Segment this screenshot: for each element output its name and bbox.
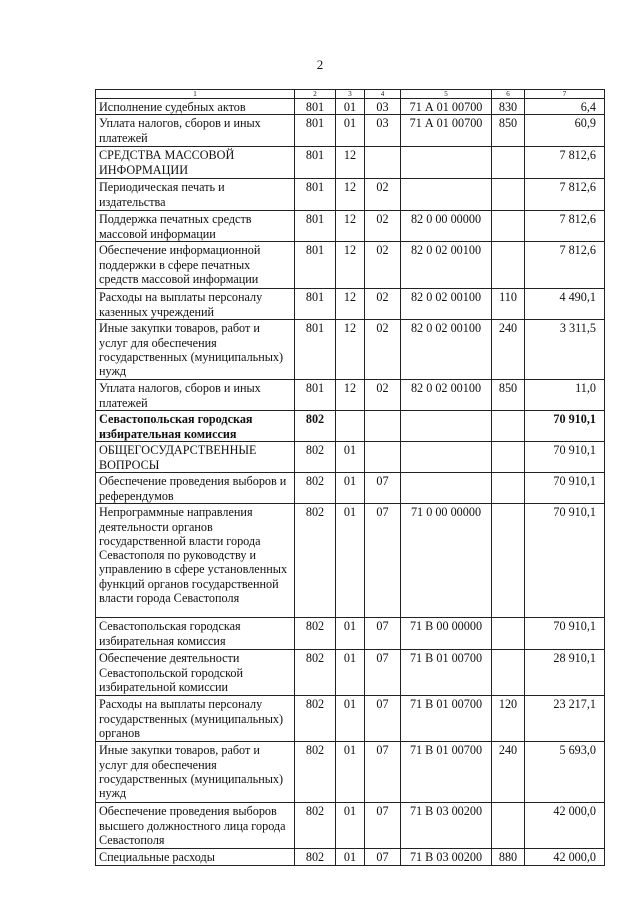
row-target-article — [401, 442, 492, 473]
row-amount: 42 000,0 — [525, 803, 605, 849]
row-ved-code: 802 — [295, 742, 336, 803]
row-amount: 6,4 — [525, 99, 605, 115]
row-target-article — [401, 411, 492, 442]
row-subsection-code — [365, 442, 401, 473]
row-ved-code: 802 — [295, 618, 336, 650]
row-name: Специальные расходы — [96, 849, 295, 865]
row-target-article: 71 А 01 00700 — [401, 115, 492, 147]
row-amount: 3 311,5 — [525, 320, 605, 380]
row-name: Обеспечение проведения выборов высшего должностного лица города Севастополя — [96, 803, 295, 849]
table-row — [96, 147, 605, 179]
row-name: Иные закупки товаров, работ и услуг для обеспечения государственных (муниципальных) нужд — [96, 320, 295, 380]
table-row — [96, 411, 605, 442]
row-section-code: 01 — [336, 504, 365, 618]
row-name: СРЕДСТВА МАССОВОЙ ИНФОРМАЦИИ — [96, 147, 295, 179]
table-row — [96, 803, 605, 849]
row-ved-code: 802 — [295, 442, 336, 473]
row-name: Иные закупки товаров, работ и услуг для обеспечения государственных (муниципальных) нужд — [96, 742, 295, 803]
row-expense-type — [492, 411, 525, 442]
row-amount: 70 910,1 — [525, 618, 605, 650]
row-subsection-code: 02 — [365, 289, 401, 320]
row-amount: 60,9 — [525, 115, 605, 147]
row-subsection-code: 07 — [365, 473, 401, 504]
row-name: Непрограммные направления деятельности органов государственной власти города Севастополя по руководству и управлению в сфере установленных функций органов государственной власти города Севастополя — [96, 504, 295, 618]
row-section-code: 01 — [336, 442, 365, 473]
row-expense-type — [492, 179, 525, 211]
table-row — [96, 442, 605, 473]
row-subsection-code: 02 — [365, 211, 401, 242]
column-number: 4 — [365, 90, 401, 99]
row-ved-code: 801 — [295, 289, 336, 320]
row-amount: 42 000,0 — [525, 849, 605, 865]
row-amount: 70 910,1 — [525, 442, 605, 473]
table-row — [96, 380, 605, 411]
row-expense-type — [492, 803, 525, 849]
row-name: Расходы на выплаты персоналу казенных учреждений — [96, 289, 295, 320]
row-ved-code: 802 — [295, 504, 336, 618]
row-expense-type: 110 — [492, 289, 525, 320]
row-section-code: 12 — [336, 147, 365, 179]
row-ved-code: 801 — [295, 99, 336, 115]
table-row — [96, 179, 605, 211]
row-name: Поддержка печатных средств массовой информации — [96, 211, 295, 242]
row-section-code: 01 — [336, 742, 365, 803]
row-ved-code: 801 — [295, 380, 336, 411]
row-name: Севастопольская городская избирательная комиссия — [96, 411, 295, 442]
column-number: 2 — [295, 90, 336, 99]
row-target-article: 82 0 00 00000 — [401, 211, 492, 242]
row-ved-code: 802 — [295, 803, 336, 849]
table-row — [96, 618, 605, 650]
row-name: ОБЩЕГОСУДАРСТВЕННЫЕ ВОПРОСЫ — [96, 442, 295, 473]
table-row — [96, 115, 605, 147]
row-subsection-code: 02 — [365, 242, 401, 289]
row-ved-code: 801 — [295, 179, 336, 211]
row-subsection-code — [365, 147, 401, 179]
row-section-code: 01 — [336, 473, 365, 504]
table-row — [96, 320, 605, 380]
row-name: Обеспечение информационной поддержки в сфере печатных средств массовой информации — [96, 242, 295, 289]
row-ved-code: 802 — [295, 696, 336, 742]
row-amount: 7 812,6 — [525, 179, 605, 211]
row-amount: 70 910,1 — [525, 411, 605, 442]
table-row — [96, 650, 605, 696]
row-target-article: 82 0 02 00100 — [401, 320, 492, 380]
row-section-code: 01 — [336, 115, 365, 147]
row-subsection-code: 07 — [365, 504, 401, 618]
row-subsection-code: 07 — [365, 696, 401, 742]
row-ved-code: 802 — [295, 650, 336, 696]
row-ved-code: 801 — [295, 242, 336, 289]
row-section-code: 12 — [336, 242, 365, 289]
row-target-article: 71 В 03 00200 — [401, 803, 492, 849]
row-ved-code: 801 — [295, 147, 336, 179]
table-row — [96, 289, 605, 320]
row-target-article — [401, 179, 492, 211]
row-target-article: 71 В 01 00700 — [401, 650, 492, 696]
table-row — [96, 504, 605, 618]
page-number: 2 — [316, 57, 324, 72]
row-amount: 4 490,1 — [525, 289, 605, 320]
row-expense-type: 240 — [492, 742, 525, 803]
table-row — [96, 211, 605, 242]
row-name: Обеспечение деятельности Севастопольской городской избирательной комиссии — [96, 650, 295, 696]
row-section-code — [336, 411, 365, 442]
table-row — [96, 742, 605, 803]
row-target-article: 71 0 00 00000 — [401, 504, 492, 618]
row-amount: 70 910,1 — [525, 504, 605, 618]
row-target-article: 82 0 02 00100 — [401, 380, 492, 411]
row-expense-type: 850 — [492, 380, 525, 411]
row-subsection-code — [365, 411, 401, 442]
row-target-article: 82 0 02 00100 — [401, 242, 492, 289]
row-expense-type — [492, 211, 525, 242]
row-target-article: 71 В 00 00000 — [401, 618, 492, 650]
row-amount: 7 812,6 — [525, 211, 605, 242]
row-expense-type — [492, 618, 525, 650]
table-row — [96, 696, 605, 742]
row-ved-code: 801 — [295, 115, 336, 147]
row-ved-code: 801 — [295, 320, 336, 380]
row-subsection-code: 07 — [365, 849, 401, 865]
column-number: 7 — [525, 90, 605, 99]
row-section-code: 12 — [336, 179, 365, 211]
table-row — [96, 99, 605, 115]
row-subsection-code: 07 — [365, 618, 401, 650]
row-section-code: 01 — [336, 849, 365, 865]
row-target-article: 71 А 01 00700 — [401, 99, 492, 115]
row-expense-type — [492, 504, 525, 618]
column-number: 1 — [96, 90, 295, 99]
row-expense-type: 240 — [492, 320, 525, 380]
row-ved-code: 802 — [295, 473, 336, 504]
row-target-article — [401, 147, 492, 179]
row-ved-code: 801 — [295, 211, 336, 242]
row-section-code: 01 — [336, 650, 365, 696]
row-name: Периодическая печать и издательства — [96, 179, 295, 211]
row-expense-type — [492, 442, 525, 473]
table-row — [96, 473, 605, 504]
row-name: Обеспечение проведения выборов и референдумов — [96, 473, 295, 504]
row-amount: 7 812,6 — [525, 242, 605, 289]
row-target-article: 71 В 03 00200 — [401, 849, 492, 865]
row-expense-type — [492, 473, 525, 504]
row-section-code: 12 — [336, 320, 365, 380]
row-subsection-code: 07 — [365, 650, 401, 696]
row-amount: 7 812,6 — [525, 147, 605, 179]
table-row — [96, 242, 605, 289]
table-row — [96, 849, 605, 865]
row-target-article — [401, 473, 492, 504]
row-subsection-code: 02 — [365, 320, 401, 380]
row-expense-type: 850 — [492, 115, 525, 147]
row-subsection-code: 02 — [365, 179, 401, 211]
row-amount: 23 217,1 — [525, 696, 605, 742]
row-subsection-code: 07 — [365, 742, 401, 803]
row-target-article: 71 В 01 00700 — [401, 696, 492, 742]
row-ved-code: 802 — [295, 411, 336, 442]
row-amount: 28 910,1 — [525, 650, 605, 696]
row-amount: 70 910,1 — [525, 473, 605, 504]
row-name: Севастопольская городская избирательная комиссия — [96, 618, 295, 650]
row-expense-type — [492, 242, 525, 289]
row-name: Уплата налогов, сборов и иных платежей — [96, 115, 295, 147]
row-expense-type — [492, 147, 525, 179]
row-section-code: 01 — [336, 99, 365, 115]
column-number: 6 — [492, 90, 525, 99]
column-number-row — [96, 90, 605, 99]
row-amount: 11,0 — [525, 380, 605, 411]
row-subsection-code: 03 — [365, 99, 401, 115]
row-subsection-code: 03 — [365, 115, 401, 147]
row-section-code: 12 — [336, 289, 365, 320]
budget-table — [95, 89, 605, 866]
row-ved-code: 802 — [295, 849, 336, 865]
row-section-code: 01 — [336, 696, 365, 742]
row-target-article: 71 В 01 00700 — [401, 742, 492, 803]
row-section-code: 12 — [336, 211, 365, 242]
row-target-article: 82 0 02 00100 — [401, 289, 492, 320]
column-number: 3 — [336, 90, 365, 99]
row-section-code: 12 — [336, 380, 365, 411]
row-name: Расходы на выплаты персоналу государственных (муниципальных) органов — [96, 696, 295, 742]
column-number: 5 — [401, 90, 492, 99]
row-section-code: 01 — [336, 618, 365, 650]
row-amount: 5 693,0 — [525, 742, 605, 803]
row-expense-type: 120 — [492, 696, 525, 742]
row-expense-type: 830 — [492, 99, 525, 115]
row-subsection-code: 02 — [365, 380, 401, 411]
row-name: Исполнение судебных актов — [96, 99, 295, 115]
row-subsection-code: 07 — [365, 803, 401, 849]
row-expense-type: 880 — [492, 849, 525, 865]
row-name: Уплата налогов, сборов и иных платежей — [96, 380, 295, 411]
row-expense-type — [492, 650, 525, 696]
row-section-code: 01 — [336, 803, 365, 849]
